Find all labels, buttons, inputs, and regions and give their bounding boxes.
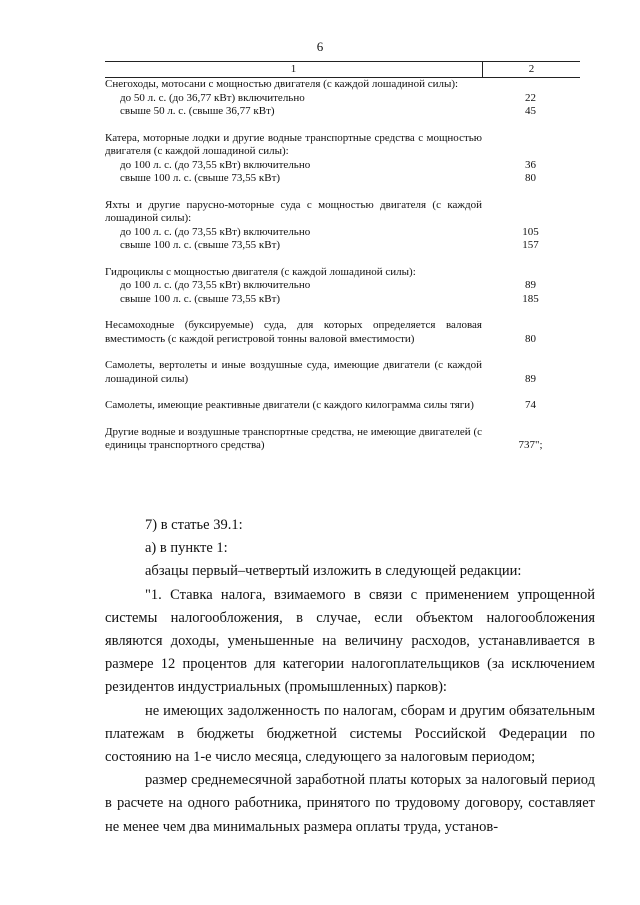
row-text: Яхты и другие парусно-моторные суда с мощностью двигателя (с каждой лошадиной силы): [105,198,482,224]
row-value: 36 [525,158,536,171]
page-number: 6 [316,39,324,54]
table-header-col1: 1 [290,63,297,75]
row-value: 22 [525,91,536,104]
table-row [105,199,580,226]
table-row [105,399,580,413]
table-row [105,359,580,386]
table-row [105,266,580,280]
table-row [105,92,580,106]
row-value: 105 [522,225,539,238]
paragraph: 7) в статье 39.1: [145,517,243,533]
row-value: 157 [522,239,539,251]
row-text: Гидроциклы с мощностью двигателя (с каждой лошадиной силы): [105,265,416,278]
row-value: 89 [525,279,536,291]
paragraph: не имеющих задолженность по налогам, сборам и другим обязательным платежам в бюджеты бюджетной системы Российской Федерации по состоянию на 1-е число месяца, следующего за налоговым периодом; [105,702,595,766]
row-text: Самолеты, вертолеты и иные воздушные суда, имеющие двигатели (с каждой лошадиной силы) [105,359,482,385]
table-row [105,132,580,159]
paragraph: "1. Ставка налога, взимаемого в связи с применением упрощенной системы налогообложения, в случае, если объектом налогообложения являются доходы, уменьшенные на величину расходов, устанавливается в размере 12 процентов для категории налогоплательщиков (за исключением резидентов индустриальных (промышленных) парков): [105,586,595,696]
row-text: до 100 л. с. (до 73,55 кВт) включительно [120,279,311,291]
row-text: свыше 100 л. с. (свыше 73,55 кВт) [120,239,281,251]
table-group-snowmobiles [105,78,580,119]
tax-rate-table [105,78,580,466]
table-group-boats [105,132,580,186]
row-text: до 100 л. с. (до 73,55 кВт) включительно [120,158,311,171]
table-row [105,78,580,92]
table-row [105,226,580,240]
row-value [482,266,579,280]
row-text: до 100 л. с. (до 73,55 кВт) включительно [120,225,311,238]
row-value: 89 [525,372,536,385]
table-group-jetskis [105,266,580,307]
row-text: Самолеты, имеющие реактивные двигатели (с каждого килограмма силы тяги) [105,399,474,411]
row-value: 80 [525,172,536,184]
row-text: свыше 100 л. с. (свыше 73,55 кВт) [120,172,281,184]
row-text: до 50 л. с. (до 36,77 кВт) включительно [120,91,305,104]
row-value [482,132,579,159]
table-row [105,172,580,186]
table-row [105,319,580,346]
row-value: 80 [525,332,536,345]
row-text: Несамоходные (буксируемые) суда, для которых определяется валовая вместимость (с каждой регистровой тонны валовой вместимости) [105,319,482,345]
table-group-yachts [105,199,580,253]
row-text: Другие водные и воздушные транспортные средства, не имеющие двигателей (с единицы транспортного средства) [105,425,482,451]
row-value: 45 [525,105,536,117]
table-group-jet-aircraft [105,399,580,413]
table-row [105,293,580,307]
row-text: свыше 100 л. с. (свыше 73,55 кВт) [120,292,281,305]
row-text: Снегоходы, мотосани с мощностью двигателя (с каждой лошадиной силы): [105,78,459,90]
row-text: Катера, моторные лодки и другие водные транспортные средства с мощностью двигателя (с каждой лошадиной силы): [105,131,482,157]
row-value: 737"; [518,439,543,451]
table-header [105,61,580,78]
document-body [105,514,595,839]
paragraph: а) в пункте 1: [145,540,228,557]
row-text: свыше 50 л. с. (свыше 36,77 кВт) [120,105,275,117]
row-value [482,199,579,226]
table-group-other [105,426,580,453]
paragraph: размер среднемесячной заработной платы которых за налоговый период в расчете на одного работника, принятого по трудовому договору, составляет не менее чем два минимальных размера оплаты труда, установ- [105,772,595,835]
table-row [105,105,580,119]
table-row [105,239,580,253]
row-value [482,78,579,92]
table-row [105,279,580,293]
row-value: 74 [525,399,536,411]
table-header-col2: 2 [528,63,535,75]
table-row [105,159,580,173]
table-row [105,426,580,453]
table-group-aircraft [105,359,580,386]
table-group-barges [105,319,580,346]
row-value: 185 [522,292,539,305]
paragraph: абзацы первый–четвертый изложить в следующей редакции: [145,563,522,580]
